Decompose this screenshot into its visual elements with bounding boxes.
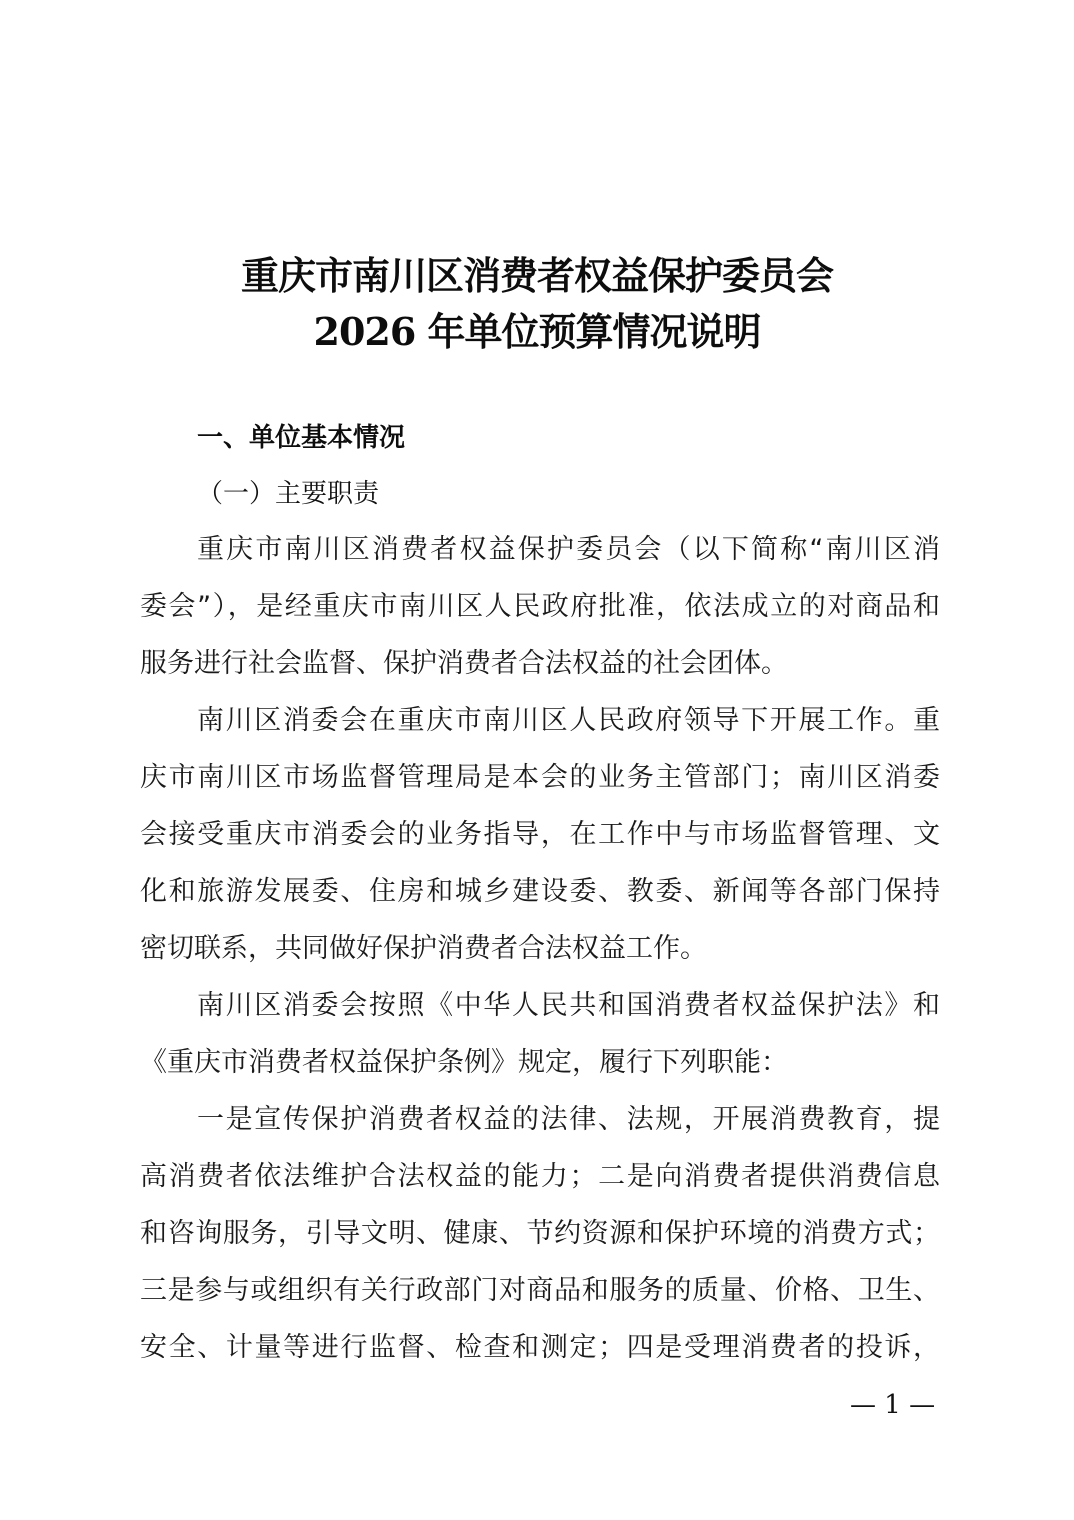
paragraph-1-line-2: 委会”），是经重庆市南川区人民政府批准，依法成立的对商品和	[140, 591, 940, 622]
paragraph-4-line-2: 高消费者依法维护合法权益的能力；二是向消费者提供消费信息	[140, 1161, 940, 1192]
paragraph-2-line-2: 庆市南川区市场监督管理局是本会的业务主管部门；南川区消委	[140, 762, 940, 793]
paragraph-3-line-2: 《重庆市消费者权益保护条例》规定，履行下列职能：	[140, 1047, 788, 1078]
paragraph-2-line-1: 南川区消委会在重庆市南川区人民政府领导下开展工作。重	[197, 705, 940, 736]
paragraph-1-line-1: 重庆市南川区消费者权益保护委员会（以下简称“南川区消	[197, 534, 940, 565]
subsection-heading: （一）主要职责	[197, 479, 380, 509]
paragraph-2-line-4: 化和旅游发展委、住房和城乡建设委、教委、新闻等各部门保持	[140, 876, 940, 907]
paragraph-4-line-4: 三是参与或组织有关行政部门对商品和服务的质量、价格、卫生、	[140, 1275, 940, 1306]
paragraph-1-line-3: 服务进行社会监督、保护消费者合法权益的社会团体。	[140, 648, 788, 679]
section-heading: 一、单位基本情况	[197, 423, 406, 453]
paragraph-3-line-1: 南川区消委会按照《中华人民共和国消费者权益保护法》和	[197, 990, 940, 1021]
paragraph-4-line-3: 和咨询服务，引导文明、健康、节约资源和保护环境的消费方式；	[140, 1218, 940, 1249]
document-title-line-1: 重庆市南川区消费者权益保护委员会	[240, 253, 833, 298]
paragraph-4-line-1: 一是宣传保护消费者权益的法律、法规，开展消费教育，提	[197, 1104, 940, 1135]
document-title-line-2: 2026 年单位预算情况说明	[313, 309, 761, 354]
page-number: — 1 —	[850, 1390, 936, 1420]
paragraph-2-line-3: 会接受重庆市消委会的业务指导，在工作中与市场监督管理、文	[140, 819, 940, 850]
paragraph-2-line-5: 密切联系，共同做好保护消费者合法权益工作。	[140, 933, 707, 964]
paragraph-4-line-5: 安全、计量等进行监督、检查和测定；四是受理消费者的投诉，	[140, 1332, 940, 1363]
